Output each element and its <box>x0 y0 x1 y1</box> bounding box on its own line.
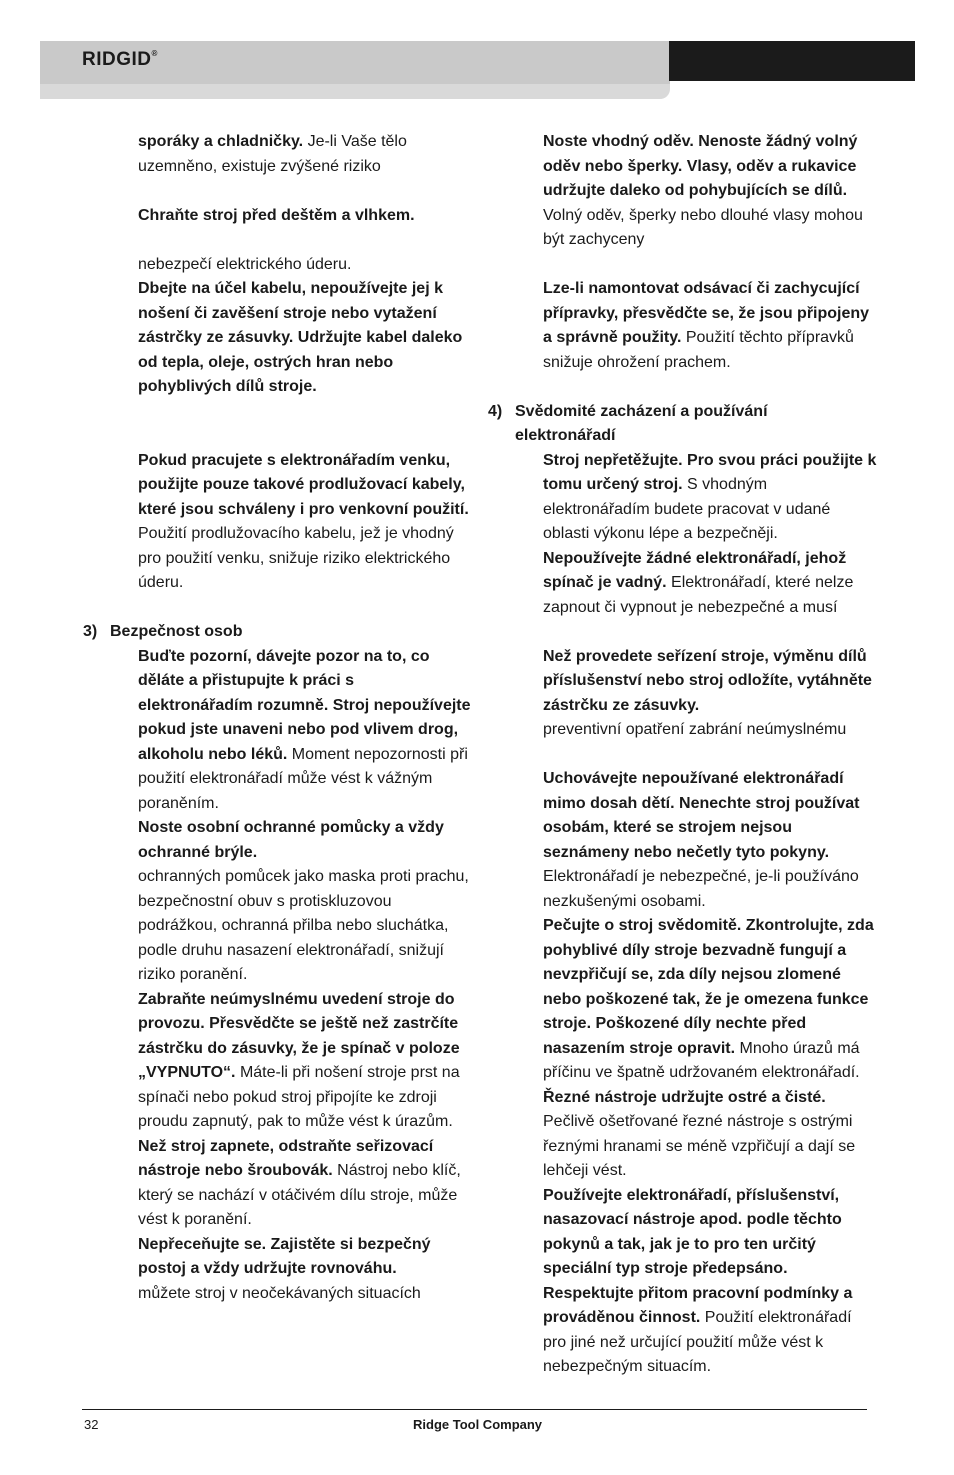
paragraph: Buďte pozorní, dávejte pozor na to, co děláte a přistupujte k práci s elektronářadím rozumně. Stroj nepoužívejte pokud jste unaveni nebo pod vlivem drog, alkoholu nebo léků. Moment nepozornosti při použití elektronářadí může vést k vážným poraněním. <box>138 647 471 812</box>
paragraph: Uchovávejte nepoužívané elektronářadí mimo dosah dětí. Nenechte stroj používat osobám, které se strojem nejsou seznámeny nebo nečetly tyto pokyny. Elektronářadí je nebezpečné, je-li používáno nezkušenými osobami. <box>543 770 860 910</box>
company-name: Ridge Tool Company <box>413 1417 543 1432</box>
paragraph: nebezpečí elektrického úderu. <box>138 255 352 273</box>
paragraph: Stroj nepřetěžujte. Pro svou práci použijte k tomu určený stroj. S vhodným elektronářadím budete pracovat v udané oblasti výkonu lépe a bezpečněji. <box>543 451 877 542</box>
paragraph: Zabraňte neúmyslnému uvedení stroje do provozu. Přesvědčte se ještě než zastrčíte zástrčku do zásuvky, že je spínač v poloze „VYPNUTO“. Máte-li při nošení stroje prst na spínači nebo pokud stroj připojíte ke zdroji proudu zapnutý, pak to může vést k úrazům. <box>138 990 460 1130</box>
paragraph: Pokud pracujete s elektronářadím venku, použijte pouze takové prodlužovací kabely, které jsou schváleny i pro venkovní použití. Použití prodlužovacího kabelu, jež je vhodný pro použití venku, snižuje riziko elektrického úderu. <box>138 451 469 591</box>
header-black-block <box>669 41 915 81</box>
paragraph: sporáky a chladničky. Je-li Vaše tělo uzemněno, existuje zvýšené riziko <box>138 133 407 175</box>
paragraph: Než stroj zapnete, odstraňte seřizovací nástroje nebo šroubovák. Nástroj nebo klíč, který se nachází v otáčivém dílu stroje, může vést k poranění. <box>138 1137 461 1228</box>
paragraph: Nepřeceňujte se. Zajistěte si bezpečný postoj a vždy udržujte rovnováhu. můžete stroj v neočekávaných situacích <box>138 1235 431 1302</box>
paragraph: Noste vhodný oděv. Nenoste žádný volný oděv nebo šperky. Vlasy, oděv a rukavice udržujte daleko od pohybujících se dílů. Volný oděv, šperky nebo dlouhé vlasy mohou být zachyceny <box>543 133 863 248</box>
section-heading-3: 3) Bezpečnost osob <box>83 623 243 640</box>
paragraph: Dbejte na účel kabelu, nepoužívejte jej k nošení či zavěšení stroje nebo vytažení zástrčky ze zásuvky. Udržujte kabel daleko od tepla, oleje, ostrých hran nebo pohyblivých dílů stroje. <box>138 280 463 395</box>
section-heading-4: 4) Svědomité zacházení a používání elektronářadí <box>488 402 768 444</box>
paragraph: Než provedete seřízení stroje, výměnu dílů příslušenství nebo stroj odložíte, vytáhněte zástrčku ze zásuvky. preventivní opatření zabrání neúmyslnému <box>543 647 872 738</box>
paragraph: Lze-li namontovat odsávací či zachycující přípravky, přesvědčte se, že jsou připojeny a správně použity. Použití těchto přípravků snižuje ohrožení prachem. <box>543 280 870 371</box>
page-number: 32 <box>84 1417 99 1432</box>
paragraph: Noste osobní ochranné pomůcky a vždy ochranné brýle. ochranných pomůcek jako maska proti prachu, bezpečnostní obuv s protiskluzovou podrážkou, ochranná přilba nebo sluchátka, podle druhu nasazení elektronářadí, snižují riziko poranění. <box>138 819 469 983</box>
paragraph: Pečujte o stroj svědomitě. Zkontrolujte, zda pohyblivé díly stroje bezvadně fungují a nevzpřičují se, zda díly nejsou zlomené nebo poškozené tak, že je omezena funkce stroje. Poškozené díly nechte před nasazením stroje opravit. Mnoho úrazů má příčinu ve špatně udržovaném elektronářadí. <box>543 917 874 1081</box>
paragraph: Chraňte stroj před deštěm a vlhkem. <box>138 206 415 224</box>
paragraph: Používejte elektronářadí, příslušenství, nasazovací nástroje apod. podle těchto pokynů a tak, jak je to pro ten určitý speciální typ stroje předepsáno. Respektujte přitom pracovní podmínky a prováděnou činnost. Použití elektronářadí pro jiné než určující použití může vést k nebezpečným situacím. <box>543 1186 853 1375</box>
paragraph: Nepoužívejte žádné elektronářadí, jehož spínač je vadný. Elektronářadí, které nelze zapnout či vypnout je nebezpečné a musí <box>543 549 854 616</box>
footer-rule <box>82 1409 867 1410</box>
right-column <box>488 130 878 1380</box>
left-column <box>83 130 473 1306</box>
ridgid-logo: RIDGID® <box>82 49 158 70</box>
paragraph: Řezné nástroje udržujte ostré a čisté. Pečlivě ošetřované řezné nástroje s ostrými řeznými hranami se méně vzpřičují a dají se lehčeji vést. <box>543 1088 856 1179</box>
header-strip <box>40 84 670 99</box>
